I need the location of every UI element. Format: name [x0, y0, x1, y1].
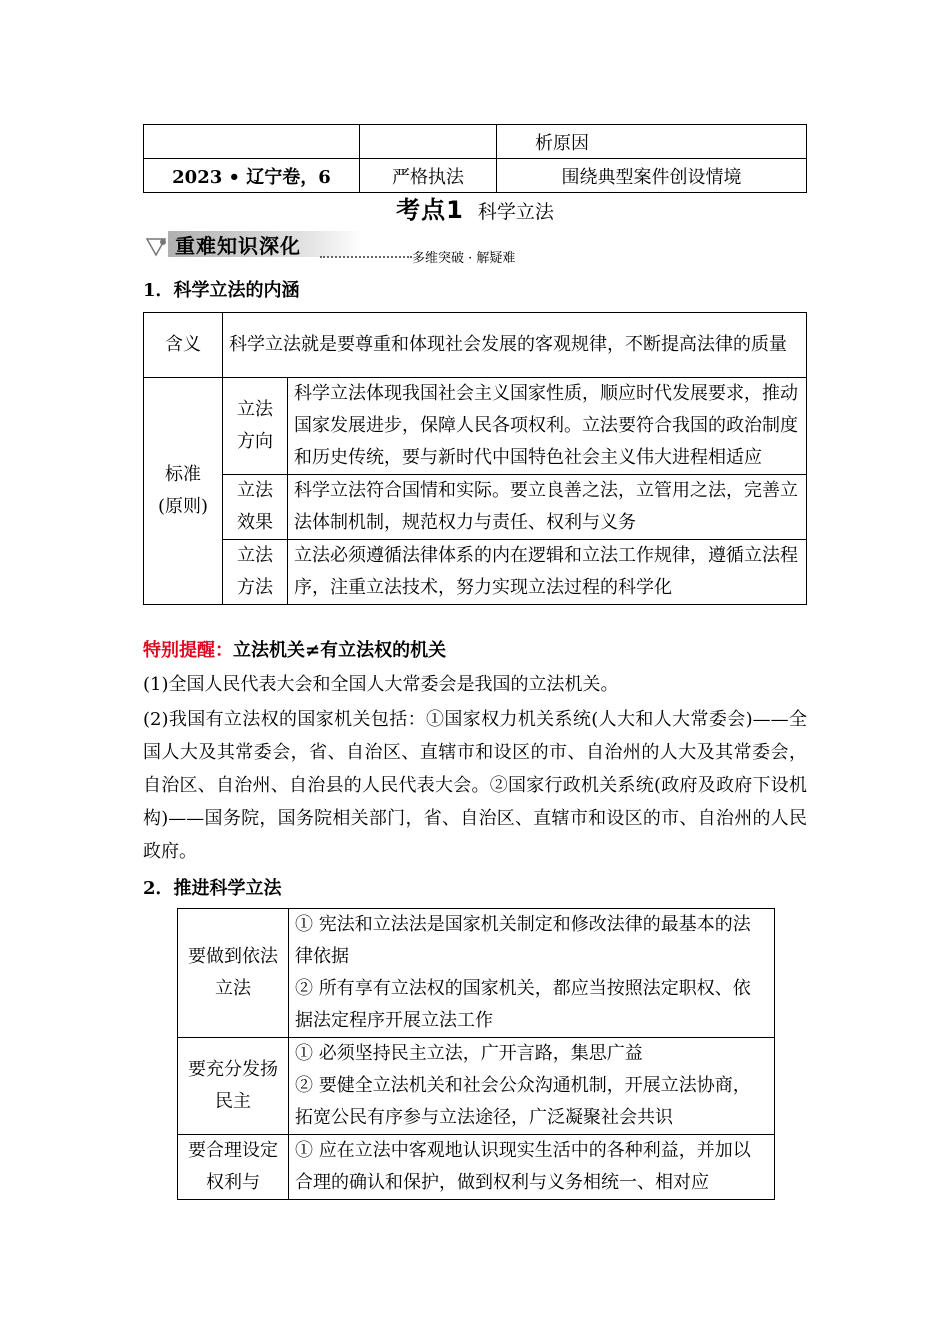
table-cell: 科学立法就是要尊重和体现社会发展的客观规律，不断提高法律的质量 — [223, 313, 807, 378]
table-cell — [360, 125, 497, 159]
table-cell: 析原因 — [497, 125, 807, 159]
list-item: ① 宪法和立法法是国家机关制定和修改法律的最基本的法律依据 — [295, 914, 751, 967]
cell-line: (原则) — [157, 496, 209, 517]
table-row — [144, 313, 807, 378]
reminder-paragraph: (2)我国有立法权的国家机关包括：①国家权力机关系统(人大和人大常委会)——全国人大及其常委会，省、自治区、直辖市和设区的市、自治州的人大及其常委会，自治区、自治州、自治县的人民代表大会。②国家行政机关系统(政府及政府下设机构)——国务院，国务院相关部门，省、自治区、直辖市和设区的市、自治州的人民政府。 — [143, 709, 807, 862]
kaodian-title: 科学立法 — [477, 201, 554, 223]
triangle-icon — [145, 236, 169, 258]
table-cell — [144, 125, 360, 159]
table-cell: 严格执法 — [360, 159, 497, 193]
cell-line: 立法 — [237, 545, 273, 566]
table-row — [144, 378, 807, 475]
top-table — [143, 124, 807, 193]
list-item: ② 要健全立法机关和社会公众沟通机制，开展立法协商，拓宽公民有序参与立法途径，广泛凝聚社会共识 — [295, 1075, 751, 1128]
table-cell: 围绕典型案件创设情境 — [497, 159, 807, 193]
section-title — [0, 190, 950, 225]
table-row — [178, 909, 775, 1038]
table-cell — [223, 540, 288, 605]
table-cell — [223, 475, 288, 540]
table-row — [178, 1135, 775, 1200]
table-cell — [289, 1135, 775, 1200]
kaodian-label: 考点1 — [396, 196, 464, 224]
table-cell: 2023 • 辽宁卷，6 — [144, 159, 360, 193]
table-cell: 科学立法体现我国社会主义国家性质，顺应时代发展要求，推动国家发展进步，保障人民各项权利。立法要符合我国的政治制度和历史传统，要与新时代中国特色社会主义伟大进程相适应 — [288, 378, 807, 475]
banner-divider — [320, 256, 412, 258]
table-cell — [223, 378, 288, 475]
cell-line: 方向 — [237, 431, 273, 452]
section-heading: 1．科学立法的内涵 — [143, 280, 300, 301]
reminder-title: 立法机关≠有立法权的机关 — [233, 640, 447, 661]
table-row — [144, 125, 807, 159]
table-cell: 立法必须遵循法律体系的内在逻辑和立法工作规律，遵循立法程序，注重立法技术，努力实现立法过程的科学化 — [288, 540, 807, 605]
cell-line: 立法 — [237, 480, 273, 501]
table-cell: 科学立法符合国情和实际。要立良善之法，立管用之法，完善立法体制机制，规范权力与责任、权利与义务 — [288, 475, 807, 540]
table-cell — [289, 1038, 775, 1135]
reminder-heading — [143, 634, 807, 667]
content-table-1 — [143, 312, 807, 605]
table-cell: 要合理设定权利与 — [178, 1135, 289, 1200]
table-row — [144, 540, 807, 605]
banner-title: 重难知识深化 — [175, 234, 301, 258]
table-cell: 要做到依法立法 — [178, 909, 289, 1038]
list-item: ① 必须坚持民主立法，广开言路，集思广益 — [295, 1043, 643, 1064]
list-item: ② 所有享有立法权的国家机关，都应当按照法定职权、依据法定程序开展立法工作 — [295, 978, 751, 1031]
table-row — [144, 475, 807, 540]
list-item: ① 应在立法中客观地认识现实生活中的各种利益，并加以合理的确认和保护，做到权利与义务相统一、相对应 — [295, 1140, 751, 1193]
content-table-2 — [177, 908, 775, 1200]
cell-line: 方法 — [237, 577, 273, 598]
cell-line: 标准 — [165, 464, 201, 485]
cell-line: 效果 — [237, 512, 273, 533]
banner-subtitle: 多维突破 · 解疑难 — [412, 251, 516, 266]
table-row — [144, 159, 807, 193]
cell-line: 立法 — [237, 399, 273, 420]
table-row — [178, 1038, 775, 1135]
table-cell: 含义 — [144, 313, 223, 378]
section-heading: 2．推进科学立法 — [143, 878, 282, 899]
reminder-label: 特别提醒： — [143, 640, 233, 661]
table-cell — [144, 378, 223, 605]
table-cell: 要充分发扬民主 — [178, 1038, 289, 1135]
reminder-paragraph: (1)全国人民代表大会和全国人大常委会是我国的立法机关。 — [143, 674, 619, 695]
table-cell — [289, 909, 775, 1038]
